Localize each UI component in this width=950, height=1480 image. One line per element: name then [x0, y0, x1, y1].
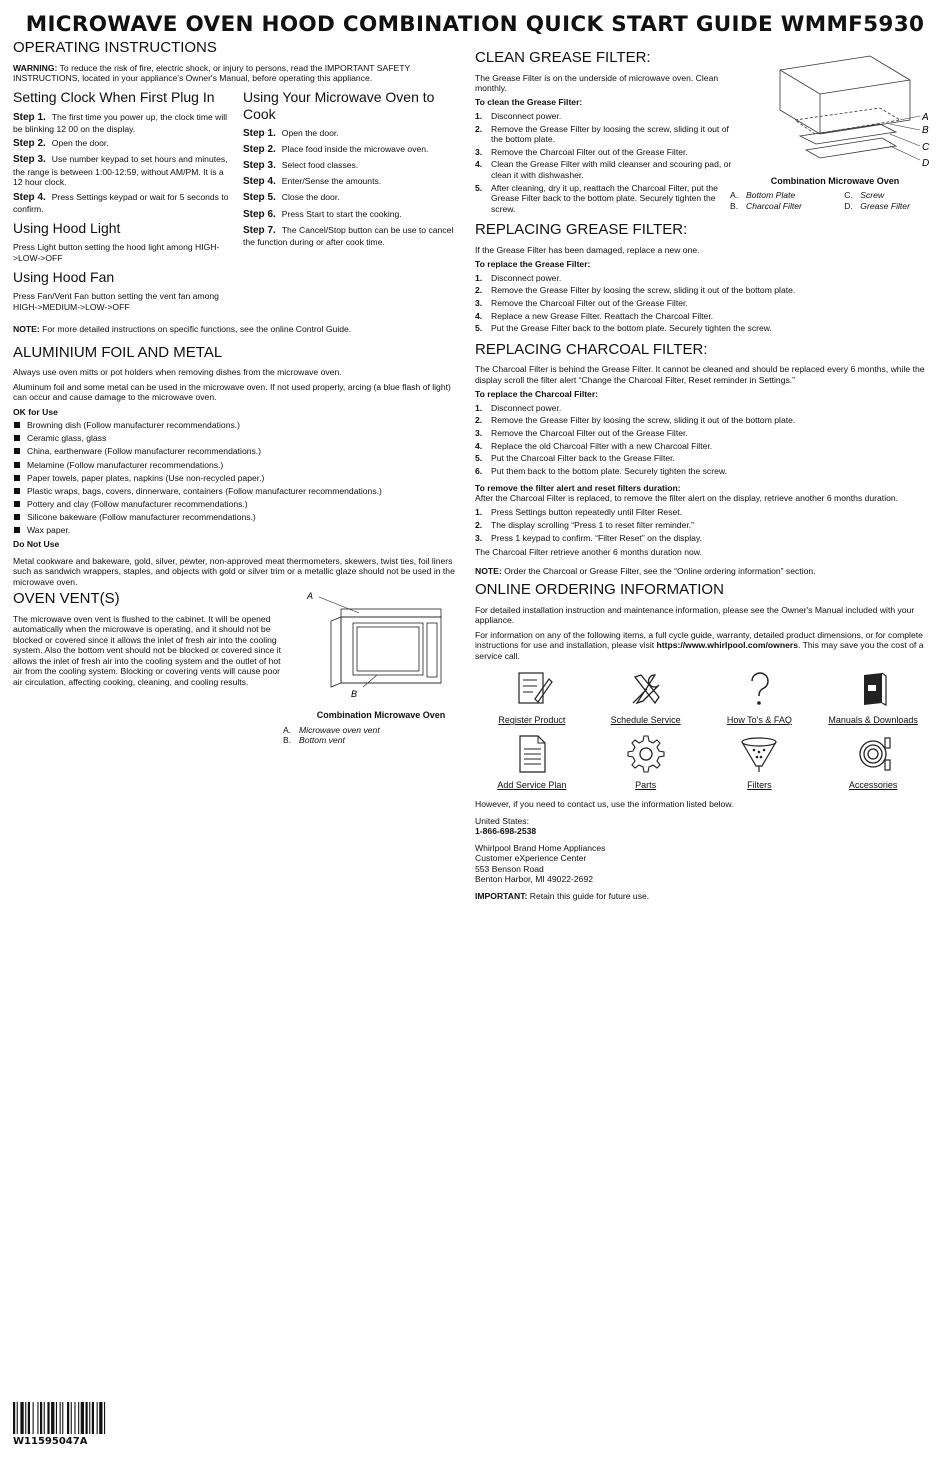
- barcode-bar: [81, 1402, 84, 1434]
- online-link-label[interactable]: Add Service Plan: [497, 780, 567, 791]
- contact-block: United States: 1-866-698-2538: [475, 815, 537, 837]
- list-text: Put the Grease Filter back to the bottom plate. Securely tighten the screw.: [491, 323, 772, 334]
- list-item: [475, 147, 734, 157]
- barcode-bar: [33, 1402, 34, 1434]
- step-label: Step 1.: [243, 127, 276, 139]
- online-p1: For detailed installation instruction and maintenance information, please see the Owner's Manual included with your appliance.: [475, 604, 915, 626]
- vent-caption: Combination Microwave Oven: [316, 709, 446, 720]
- hood-fan-text: Press Fan/Vent Fan button setting the vent fan among HIGH->MEDIUM->LOW->OFF: [13, 291, 219, 312]
- left-column: [13, 40, 461, 746]
- hose-icon: [852, 732, 894, 776]
- filter-caption: Combination Microwave Oven: [770, 176, 900, 187]
- online-link-item[interactable]: [475, 732, 589, 791]
- step-label: Step 2.: [13, 138, 46, 150]
- clean-sub: To clean the Grease Filter:: [475, 97, 583, 108]
- legend-value: Bottom Plate: [746, 190, 796, 201]
- clock-heading: Setting Clock When First Plug In: [13, 89, 215, 106]
- clean-heading: CLEAN GREASE FILTER:: [475, 49, 651, 66]
- replace-grease-list: [475, 273, 930, 334]
- foil-p2: Aluminum foil and some metal can be used in the microwave oven. If not used properly, arcing (a blue flash of light) can occur and cause damage to the microwave oven.: [13, 381, 451, 403]
- replace-charcoal-list: [475, 403, 930, 477]
- list-number: 2.: [475, 415, 483, 426]
- step-label: Step 4.: [13, 191, 46, 203]
- online-link-label[interactable]: Parts: [635, 780, 657, 791]
- list-text: Disconnect power.: [491, 110, 562, 121]
- cook-section: [243, 89, 461, 316]
- clean-section: [475, 50, 734, 218]
- cook-steps: [243, 128, 461, 248]
- barcode-bar: [25, 1402, 26, 1434]
- barcode-bar: [37, 1402, 38, 1434]
- barcode-number: W11595047A: [13, 1436, 88, 1447]
- step-text: The Cancel/Stop button can be use to cancel the function during or after cook time.: [243, 224, 454, 247]
- barcode-bar: [47, 1402, 49, 1434]
- online-link-label[interactable]: Accessories: [848, 780, 898, 791]
- list-number: 3.: [475, 146, 483, 157]
- online-heading: ONLINE ORDERING INFORMATION: [475, 581, 724, 599]
- barcode-bar: [20, 1402, 23, 1434]
- legend-item: [730, 190, 844, 200]
- document-icon: [511, 732, 553, 776]
- list-text: Replace the old Charcoal Filter with a new Charcoal Filter.: [491, 440, 713, 451]
- barcode-bar: [40, 1402, 42, 1434]
- step-item: [243, 160, 461, 172]
- ok-item: Pottery and clay (Follow manufacturer recommendations.): [13, 499, 461, 509]
- list-item: [475, 428, 930, 438]
- list-text: Put the Charcoal Filter back to the Grease Filter.: [491, 453, 675, 464]
- step-item: [13, 154, 231, 187]
- hood-light-text: Press Light button setting the hood light among HIGH->LOW->OFF: [13, 242, 220, 263]
- filter-label-b: B: [922, 125, 929, 136]
- online-link-item[interactable]: [589, 667, 703, 726]
- address-block: [475, 843, 930, 885]
- list-number: 1.: [475, 507, 483, 518]
- step-text: Open the door.: [281, 127, 339, 138]
- barcode-bar: [60, 1402, 61, 1434]
- legend-item: [283, 725, 461, 735]
- list-text: Remove the Charcoal Filter out of the Grease Filter.: [491, 297, 688, 308]
- step-text: Open the door.: [51, 138, 109, 149]
- list-number: 4.: [475, 440, 483, 451]
- filter-legend: [730, 190, 930, 211]
- list-item: [475, 311, 930, 321]
- vent-text: The microwave oven vent is flushed to the cabinet. It will be opened automatically when the microwave is operating, and it should not be blocked or covered since it allows the inlet of fresh air into the cooling system. Also the bottom vent should not be blocked or covered since it allows the inlet of fresh air into the cooling system and the outlet of hot air from the cooling system. Blocking or covering vents will cause poor air circulation, affecting cooking, cleaning, and cooling results.: [13, 613, 281, 687]
- address-line: Customer eXperience Center: [475, 853, 587, 864]
- list-number: 1.: [475, 272, 483, 283]
- cook-heading: Using Your Microwave Oven to Cook: [243, 89, 435, 122]
- list-number: 2.: [475, 285, 483, 296]
- replace-grease-sub: To replace the Grease Filter:: [475, 259, 591, 270]
- step-text: Select food classes.: [281, 160, 359, 171]
- question-icon: [738, 667, 780, 711]
- filter-figure: [730, 50, 930, 218]
- list-item: [475, 507, 930, 517]
- gear-icon: [625, 732, 667, 776]
- barcode-bar: [17, 1402, 18, 1434]
- ok-item: Paper towels, paper plates, napkins (Use non-recycled paper.): [13, 473, 461, 483]
- reset-list: [475, 507, 930, 543]
- barcode-bar: [56, 1402, 57, 1434]
- important-note: IMPORTANT: Retain this guide for future use.: [475, 890, 650, 901]
- online-link-label[interactable]: How To's & FAQ: [726, 715, 792, 726]
- list-item: [475, 183, 734, 214]
- barcode-bar: [99, 1402, 102, 1434]
- list-number: 4.: [475, 310, 483, 321]
- document-title: MICROWAVE OVEN HOOD COMBINATION QUICK START GUIDE WMMF5930: [25, 12, 925, 37]
- filter-label-c: C: [922, 142, 930, 153]
- ok-item: Melamine (Follow manufacturer recommendations.): [13, 460, 461, 470]
- list-item: [475, 111, 734, 121]
- online-link-label[interactable]: Manuals & Downloads: [828, 715, 918, 726]
- clean-intro: The Grease Filter is on the underside of microwave oven. Clean monthly.: [475, 72, 719, 93]
- legend-value: Microwave oven vent: [299, 724, 380, 735]
- legend-key: C.: [844, 190, 853, 201]
- manual-icon: [852, 667, 894, 711]
- ok-list: [13, 420, 461, 535]
- step-text: Press Settings keypad or wait for 5 seconds to confirm.: [13, 191, 229, 214]
- barcode: [13, 1402, 127, 1434]
- replace-grease-intro: If the Grease Filter has been damaged, replace a new one.: [475, 244, 700, 255]
- hood-light-heading: Using Hood Light: [13, 220, 121, 237]
- step-label: Step 7.: [243, 224, 276, 236]
- list-item: [475, 298, 930, 308]
- online-link-label[interactable]: Filters: [747, 780, 772, 791]
- list-item: [475, 124, 734, 145]
- legend-value: Bottom vent: [299, 735, 345, 746]
- list-number: 5.: [475, 182, 483, 193]
- operating-heading: OPERATING INSTRUCTIONS: [13, 39, 217, 56]
- list-number: 1.: [475, 402, 483, 413]
- list-item: [475, 533, 930, 543]
- list-text: Remove the Charcoal Filter out of the Grease Filter.: [491, 146, 688, 157]
- step-item: [13, 192, 231, 215]
- step-label: Step 3.: [13, 154, 46, 166]
- list-text: Remove the Grease Filter by loosing the screw, sliding it out of the bottom plate.: [491, 123, 729, 145]
- replace-charcoal-intro: The Charcoal Filter is behind the Grease Filter. It cannot be cleaned and should be replaced every 6 months, while the display scroll the filter alert “Change the Charcoal Filter, Reset reminder in Settings.”: [475, 364, 925, 385]
- ok-item: Browning dish (Follow manufacturer recommendations.): [13, 420, 461, 430]
- legend-key: D.: [844, 200, 853, 211]
- right-column: [475, 50, 930, 905]
- address-line: Benton Harbor, MI 49022-2692: [475, 874, 594, 885]
- address-line: 553 Benson Road: [475, 863, 544, 874]
- legend-item: [844, 201, 930, 211]
- barcode-bar: [74, 1402, 75, 1434]
- vent-heading: OVEN VENT(S): [13, 590, 120, 608]
- ok-item: Silicone bakeware (Follow manufacturer recommendations.): [13, 512, 461, 522]
- legend-item: [844, 190, 930, 200]
- clean-list: [475, 111, 734, 214]
- online-link-label[interactable]: Register Product: [498, 715, 566, 726]
- order-note: NOTE: Order the Charcoal or Grease Filter, see the “Online ordering information” section.: [475, 565, 816, 576]
- list-number: 6.: [475, 466, 483, 477]
- barcode-bar: [97, 1402, 98, 1434]
- step-item: [243, 192, 461, 204]
- online-link-item[interactable]: [816, 667, 930, 726]
- barcode-bar: [62, 1402, 63, 1434]
- list-item: [475, 323, 930, 333]
- ok-item: Plastic wraps, bags, covers, dinnerware, containers (Follow manufacturer recommendations.): [13, 486, 461, 496]
- barcode-bar: [67, 1402, 69, 1434]
- filter-label-a: A: [922, 112, 929, 123]
- list-item: [475, 466, 930, 476]
- list-number: 4.: [475, 159, 483, 170]
- ok-item: Wax paper.: [13, 525, 461, 535]
- list-number: 5.: [475, 323, 483, 334]
- list-text: Disconnect power.: [491, 402, 562, 413]
- legend-key: B.: [283, 735, 292, 746]
- list-text: The display scrolling “Press 1 to reset filter reminder.”: [491, 520, 694, 531]
- foil-p1: Always use oven mitts or pot holders when removing dishes from the microwave oven.: [13, 367, 342, 378]
- donot-text: Metal cookware and bakeware, gold, silver, pewter, non-approved meat thermometers, skewers, twist ties, foil liners such as sandwich wrappers, staples, and objects with gold or silver trim or a metallic glaze should not be used in the microwave oven.: [13, 555, 455, 587]
- barcode-bar: [86, 1402, 88, 1434]
- legend-value: Grease Filter: [860, 200, 910, 211]
- step-text: Close the door.: [281, 192, 340, 203]
- ok-item: Ceramic glass, glass: [13, 433, 461, 443]
- legend-key: B.: [730, 200, 739, 211]
- list-number: 2.: [475, 123, 483, 134]
- barcode-bar: [104, 1402, 105, 1434]
- register-icon: [511, 667, 553, 711]
- list-text: Remove the Grease Filter by loosing the screw, sliding it out of the bottom plate.: [491, 285, 796, 296]
- barcode-bar: [71, 1402, 72, 1434]
- step-text: Use number keypad to set hours and minutes, the range is between 1:00-12:59, without AM/PM. It is a 12 hour clock.: [13, 154, 228, 188]
- list-item: [475, 415, 930, 425]
- list-item: [475, 520, 930, 530]
- ok-label: OK for Use: [13, 406, 58, 417]
- replace-charcoal-sub: To replace the Charcoal Filter:: [475, 389, 599, 400]
- online-link-item[interactable]: [475, 667, 589, 726]
- step-text: Press Start to start the cooking.: [281, 208, 402, 219]
- barcode-bar: [28, 1402, 30, 1434]
- note-paragraph: NOTE: For more detailed instructions on specific functions, see the online Control Guide.: [13, 324, 352, 335]
- tools-icon: [625, 667, 667, 711]
- owners-url: https://www.whirlpool.com/owners: [656, 640, 799, 651]
- vent-label-b: B: [351, 689, 358, 700]
- barcode-bar: [92, 1402, 94, 1434]
- list-item: [475, 159, 734, 180]
- barcode-bar: [78, 1402, 79, 1434]
- online-link-item[interactable]: [589, 732, 703, 791]
- online-link-item[interactable]: [816, 732, 930, 791]
- list-number: 2.: [475, 520, 483, 531]
- list-text: After cleaning, dry it up, reattach the Charcoal Filter, put the Grease Filter back to the bottom plate. Securely tighten the screw.: [491, 182, 718, 214]
- step-item: [13, 138, 231, 150]
- step-label: Step 3.: [243, 160, 276, 172]
- list-item: [475, 453, 930, 463]
- filter-label-d: D: [922, 158, 930, 169]
- ok-item: China, earthenware (Follow manufacturer recommendations.): [13, 446, 461, 456]
- list-text: Put them back to the bottom plate. Securely tighten the screw.: [491, 466, 727, 477]
- barcode-bar: [44, 1402, 45, 1434]
- step-label: Step 2.: [243, 143, 276, 155]
- hood-fan-heading: Using Hood Fan: [13, 269, 115, 286]
- vent-legend: [283, 725, 461, 746]
- address-line: Whirlpool Brand Home Appliances: [475, 842, 606, 853]
- barcode-bar: [13, 1402, 15, 1434]
- contact-intro: However, if you need to contact us, use the information listed below.: [475, 799, 734, 810]
- reset-intro: After the Charcoal Filter is replaced, to remove the filter alert on the display, retrieve another 6 months duration.: [475, 492, 899, 503]
- clock-section: [13, 89, 231, 316]
- online-link-item[interactable]: [703, 667, 817, 726]
- phone-number: 1-866-698-2538: [475, 826, 537, 837]
- reset-outro: The Charcoal Filter retrieve another 6 months duration now.: [475, 547, 702, 558]
- step-label: Step 1.: [13, 111, 46, 123]
- legend-item: [730, 201, 844, 211]
- vent-label-a: A: [307, 591, 314, 602]
- legend-key: A.: [283, 724, 292, 735]
- list-text: Remove the Charcoal Filter out of the Grease Filter.: [491, 428, 688, 438]
- legend-value: Charcoal Filter: [746, 200, 802, 211]
- vent-figure: [283, 591, 461, 746]
- warning-paragraph: WARNING: To reduce the risk of fire, electric shock, or injury to persons, read the IMPORTANT SAFETY INSTRUCTIONS, located in your appliance's Owner's Manual, before operating this appliance.: [13, 62, 411, 83]
- step-text: The first time you power up, the clock time will be blinking 12 00 on the display.: [13, 111, 228, 134]
- list-number: 1.: [475, 110, 483, 121]
- online-links: [475, 667, 930, 791]
- legend-value: Screw: [860, 190, 885, 201]
- step-item: [243, 144, 461, 156]
- list-item: [475, 441, 930, 451]
- step-item: [13, 112, 231, 135]
- list-text: Press Settings button repeatedly until Filter Reset.: [491, 507, 683, 518]
- list-number: 5.: [475, 453, 483, 464]
- legend-key: A.: [730, 190, 739, 201]
- online-p2: For information on any of the following items, a full cycle guide, warranty, detailed product dimensions, or for complete instructions for use and installation, please visit https://www.whirlpool.com/owners. This may save you the cost of a service call.: [475, 629, 924, 661]
- list-text: Disconnect power.: [491, 272, 562, 283]
- reset-sub: To remove the filter alert and reset filters duration:: [475, 482, 681, 493]
- step-label: Step 5.: [243, 192, 276, 204]
- barcode-bar: [51, 1402, 54, 1434]
- list-item: [475, 403, 930, 413]
- list-text: Remove the Grease Filter by loosing the screw, sliding it out of the bottom plate.: [491, 415, 796, 426]
- donot-label: Do Not Use: [13, 539, 60, 550]
- step-text: Enter/Sense the amounts.: [281, 176, 382, 187]
- step-label: Step 6.: [243, 208, 276, 220]
- list-number: 3.: [475, 297, 483, 308]
- step-item: [243, 225, 461, 248]
- clock-steps: [13, 112, 231, 215]
- grease-filter-illustration: [740, 50, 930, 172]
- foil-heading: ALUMINIUM FOIL AND METAL: [13, 343, 223, 361]
- list-item: [475, 285, 930, 295]
- online-link-label[interactable]: Schedule Service: [610, 715, 681, 726]
- list-item: [475, 273, 930, 283]
- step-label: Step 4.: [243, 176, 276, 188]
- step-item: [243, 176, 461, 188]
- microwave-vent-illustration: [301, 591, 461, 701]
- step-item: [243, 209, 461, 221]
- barcode-bar: [89, 1402, 90, 1434]
- list-number: 3.: [475, 532, 483, 543]
- replace-grease-heading: REPLACING GREASE FILTER:: [475, 221, 688, 239]
- step-item: [243, 128, 461, 140]
- list-text: Press 1 keypad to confirm. “Filter Reset” on the display.: [491, 532, 702, 543]
- list-text: Clean the Grease Filter with mild cleanser and scouring pad, or clean it with dishwasher.: [491, 159, 732, 180]
- replace-charcoal-heading: REPLACING CHARCOAL FILTER:: [475, 340, 708, 358]
- legend-item: [283, 735, 461, 745]
- filter-icon: [738, 732, 780, 776]
- online-link-item[interactable]: [703, 732, 817, 791]
- list-text: Replace a new Grease Filter. Reattach the Charcoal Filter.: [491, 310, 714, 321]
- list-number: 3.: [475, 428, 483, 438]
- step-text: Place food inside the microwave oven.: [281, 143, 429, 154]
